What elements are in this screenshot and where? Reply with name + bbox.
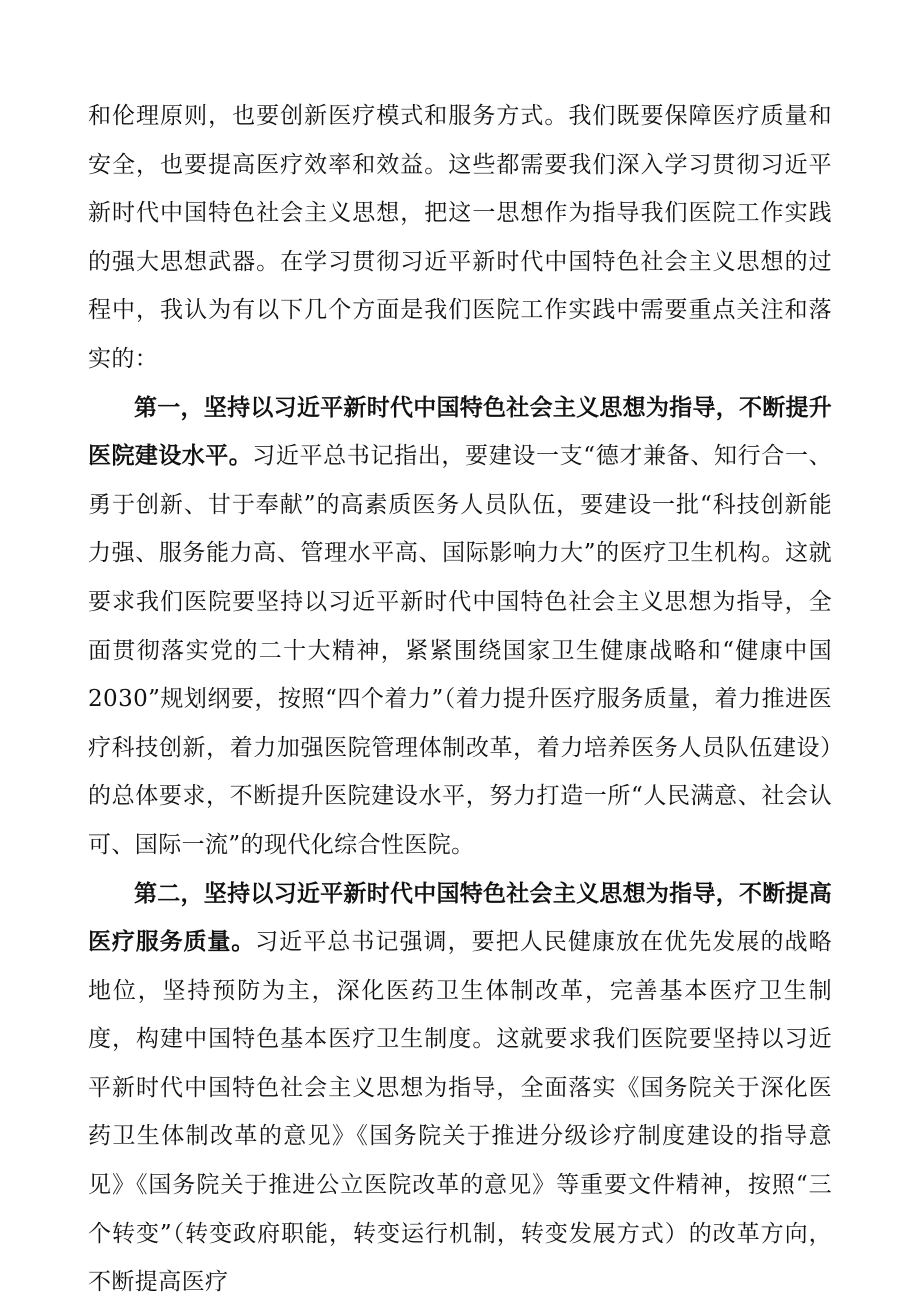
- paragraph-point-one: [88, 384, 832, 870]
- paragraph-intro-continuation: [88, 92, 832, 384]
- paragraph-heading: 第一，坚持以习近平新时代中国特色社会主义思想为指导，不断提升医院建设水平。: [88, 394, 832, 470]
- paragraph-text: 习近平总书记强调，要把人民健康放在优先发展的战略地位，坚持预防为主，深化医药卫生体制改革，完善基本医疗卫生制度，构建中国特色基本医疗卫生制度。这就要求我们医院要坚持以习近平新时代中国特色社会主义思想为指导，全面落实《国务院关于深化医药卫生体制改革的意见》《国务院关于推进分级诊疗制度建设的指导意见》《国务院关于推进公立医院改革的意见》等重要文件精神，按照“三个转变”（转变政府职能，转变运行机制，转变发展方式）的改革方向，不断提高医疗: [88, 929, 832, 1296]
- paragraph-text: 和伦理原则，也要创新医疗模式和服务方式。我们既要保障医疗质量和安全，也要提高医疗效率和效益。这些都需要我们深入学习贯彻习近平新时代中国特色社会主义思想，把这一思想作为指导我们医院工作实践的强大思想武器。在学习贯彻习近平新时代中国特色社会主义思想的过程中，我认为有以下几个方面是我们医院工作实践中需要重点关注和落实的：: [88, 103, 832, 372]
- paragraph-heading: 第二，坚持以习近平新时代中国特色社会主义思想为指导，不断提高医疗服务质量。: [88, 880, 832, 956]
- paragraph-text: 习近平总书记指出，要建设一支“德才兼备、知行合一、勇于创新、甘于奉献”的高素质医务人员队伍，要建设一批“科技创新能力强、服务能力高、管理水平高、国际影响力大”的医疗卫生机构。这就要求我们医院要坚持以习近平新时代中国特色社会主义思想为指导，全面贯彻落实党的二十大精神，紧紧围绕国家卫生健康战略和“健康中国2030”规划纲要，按照“四个着力”（着力提升医疗服务质量，着力推进医疗科技创新，着力加强医院管理体制改革，着力培养医务人员队伍建设）的总体要求，不断提升医院建设水平，努力打造一所“人民满意、社会认可、国际一流”的现代化综合性医院。: [88, 443, 832, 858]
- document-body: [88, 92, 832, 1307]
- paragraph-point-two: [88, 870, 832, 1307]
